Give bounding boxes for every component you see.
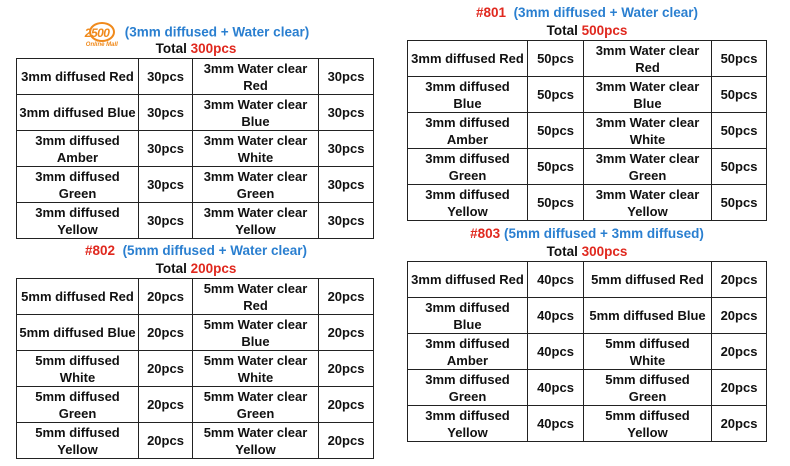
table-row xyxy=(17,203,374,239)
led-type-cell: 3mm Water clear Green xyxy=(584,149,712,185)
quantity-cell: 50pcs xyxy=(528,185,584,221)
quantity-cell: 20pcs xyxy=(712,262,767,298)
total-label: Total xyxy=(155,41,191,56)
led-type-cell: 3mm diffused Green xyxy=(408,370,528,406)
table-row xyxy=(17,95,374,131)
quantity-cell: 20pcs xyxy=(319,315,374,351)
quantity-cell: 30pcs xyxy=(139,203,193,239)
kit-801 xyxy=(407,4,767,221)
quantity-cell: 20pcs xyxy=(319,351,374,387)
kit-803 xyxy=(407,225,767,442)
kit-title xyxy=(407,225,767,243)
total-value: 300pcs xyxy=(190,41,237,56)
table-row xyxy=(408,149,767,185)
led-type-cell: 5mm diffused Blue xyxy=(17,315,139,351)
kit-table xyxy=(16,278,374,459)
led-type-cell: 3mm diffused Blue xyxy=(17,95,139,131)
quantity-cell: 50pcs xyxy=(528,149,584,185)
total-label: Total xyxy=(155,261,191,276)
kit-802 xyxy=(16,242,376,459)
quantity-cell: 40pcs xyxy=(528,262,584,298)
led-type-cell: 3mm Water clear Yellow xyxy=(193,203,319,239)
quantity-cell: 20pcs xyxy=(319,279,374,315)
table-row xyxy=(408,298,767,334)
led-type-cell: 3mm Water clear Green xyxy=(193,167,319,203)
table-row xyxy=(17,387,374,423)
led-type-cell: 3mm diffused Red xyxy=(408,262,528,298)
quantity-cell: 30pcs xyxy=(139,95,193,131)
total-value: 200pcs xyxy=(190,261,237,276)
led-type-cell: 3mm diffused Blue xyxy=(408,77,528,113)
total-label: Total xyxy=(546,23,582,38)
kit-description: (3mm diffused + Water clear) xyxy=(124,24,310,40)
led-type-cell: 3mm Water clear White xyxy=(584,113,712,149)
led-type-cell: 5mm diffused Red xyxy=(584,262,712,298)
led-type-cell: 3mm diffused Amber xyxy=(17,131,139,167)
led-type-cell: 3mm diffused Yellow xyxy=(408,185,528,221)
table-row xyxy=(17,315,374,351)
kit-total xyxy=(16,260,376,278)
quantity-cell: 30pcs xyxy=(319,167,374,203)
quantity-cell: 20pcs xyxy=(319,423,374,459)
quantity-cell: 30pcs xyxy=(139,167,193,203)
total-value: 500pcs xyxy=(581,23,628,38)
quantity-cell: 30pcs xyxy=(139,59,193,95)
kit-title xyxy=(16,22,376,48)
table-row xyxy=(17,59,374,95)
quantity-cell: 30pcs xyxy=(319,131,374,167)
quantity-cell: 30pcs xyxy=(319,203,374,239)
table-row xyxy=(408,262,767,298)
table-row xyxy=(408,406,767,442)
led-type-cell: 3mm diffused Blue xyxy=(408,298,528,334)
quantity-cell: 30pcs xyxy=(319,59,374,95)
table-row xyxy=(408,41,767,77)
kit-id: #802 xyxy=(85,243,116,258)
led-type-cell: 5mm diffused Yellow xyxy=(584,406,712,442)
kit-description: (5mm diffused + 3mm diffused) xyxy=(503,226,704,241)
led-type-cell: 3mm diffused Green xyxy=(408,149,528,185)
led-type-cell: 3mm diffused Red xyxy=(408,41,528,77)
quantity-cell: 40pcs xyxy=(528,370,584,406)
quantity-cell: 20pcs xyxy=(712,334,767,370)
led-type-cell: 3mm Water clear Blue xyxy=(584,77,712,113)
table-row xyxy=(408,77,767,113)
kit-table xyxy=(407,40,767,221)
table-row xyxy=(408,113,767,149)
quantity-cell: 40pcs xyxy=(528,406,584,442)
quantity-cell: 20pcs xyxy=(139,279,193,315)
total-value: 300pcs xyxy=(581,244,628,259)
kit-table xyxy=(407,261,767,442)
kit-table xyxy=(16,58,374,239)
quantity-cell: 30pcs xyxy=(319,95,374,131)
table-row xyxy=(17,131,374,167)
led-type-cell: 5mm diffused Red xyxy=(17,279,139,315)
total-label: Total xyxy=(546,244,582,259)
led-type-cell: 5mm diffused White xyxy=(584,334,712,370)
kit-description: (3mm diffused + Water clear) xyxy=(513,5,698,20)
quantity-cell: 30pcs xyxy=(139,131,193,167)
table-row xyxy=(408,370,767,406)
kit-3mm-mix xyxy=(16,22,376,239)
kit-id: #801 xyxy=(476,5,507,20)
led-type-cell: 3mm diffused Yellow xyxy=(408,406,528,442)
quantity-cell: 20pcs xyxy=(139,315,193,351)
kit-total xyxy=(16,40,376,58)
kit-total xyxy=(407,22,767,40)
led-type-cell: 3mm Water clear White xyxy=(193,131,319,167)
table-row xyxy=(17,351,374,387)
led-type-cell: 3mm diffused Amber xyxy=(408,334,528,370)
quantity-cell: 20pcs xyxy=(319,387,374,423)
led-type-cell: 3mm diffused Yellow xyxy=(17,203,139,239)
quantity-cell: 40pcs xyxy=(528,298,584,334)
led-type-cell: 5mm Water clear Red xyxy=(193,279,319,315)
led-type-cell: 5mm Water clear White xyxy=(193,351,319,387)
quantity-cell: 50pcs xyxy=(712,77,767,113)
table-row xyxy=(17,279,374,315)
led-type-cell: 5mm Water clear Green xyxy=(193,387,319,423)
led-type-cell: 5mm diffused Green xyxy=(584,370,712,406)
quantity-cell: 40pcs xyxy=(528,334,584,370)
led-type-cell: 3mm Water clear Blue xyxy=(193,95,319,131)
quantity-cell: 50pcs xyxy=(528,41,584,77)
led-type-cell: 3mm Water clear Yellow xyxy=(584,185,712,221)
kit-description: (5mm diffused + Water clear) xyxy=(122,243,307,258)
quantity-cell: 50pcs xyxy=(528,77,584,113)
led-type-cell: 3mm diffused Green xyxy=(17,167,139,203)
led-type-cell: 3mm diffused Amber xyxy=(408,113,528,149)
kit-title xyxy=(407,4,767,22)
table-row xyxy=(408,334,767,370)
brand-logo xyxy=(83,22,123,48)
quantity-cell: 50pcs xyxy=(528,113,584,149)
quantity-cell: 50pcs xyxy=(712,149,767,185)
kit-title xyxy=(16,242,376,260)
quantity-cell: 20pcs xyxy=(712,370,767,406)
led-type-cell: 3mm diffused Red xyxy=(17,59,139,95)
led-type-cell: 5mm diffused Yellow xyxy=(17,423,139,459)
quantity-cell: 50pcs xyxy=(712,185,767,221)
led-type-cell: 5mm diffused Green xyxy=(17,387,139,423)
table-row xyxy=(408,185,767,221)
kit-id: #803 xyxy=(470,226,501,241)
quantity-cell: 20pcs xyxy=(139,387,193,423)
quantity-cell: 20pcs xyxy=(139,423,193,459)
quantity-cell: 20pcs xyxy=(139,351,193,387)
led-type-cell: 5mm Water clear Blue xyxy=(193,315,319,351)
quantity-cell: 50pcs xyxy=(712,41,767,77)
led-type-cell: 3mm Water clear Red xyxy=(584,41,712,77)
logo-subtext: Online Mall xyxy=(85,42,118,48)
led-type-cell: 3mm Water clear Red xyxy=(193,59,319,95)
quantity-cell: 20pcs xyxy=(712,406,767,442)
logo-mark: 2500 xyxy=(84,26,110,40)
led-type-cell: 5mm diffused White xyxy=(17,351,139,387)
quantity-cell: 20pcs xyxy=(712,298,767,334)
quantity-cell: 50pcs xyxy=(712,113,767,149)
table-row xyxy=(17,167,374,203)
table-row xyxy=(17,423,374,459)
kit-total xyxy=(407,243,767,261)
led-type-cell: 5mm Water clear Yellow xyxy=(193,423,319,459)
led-type-cell: 5mm diffused Blue xyxy=(584,298,712,334)
